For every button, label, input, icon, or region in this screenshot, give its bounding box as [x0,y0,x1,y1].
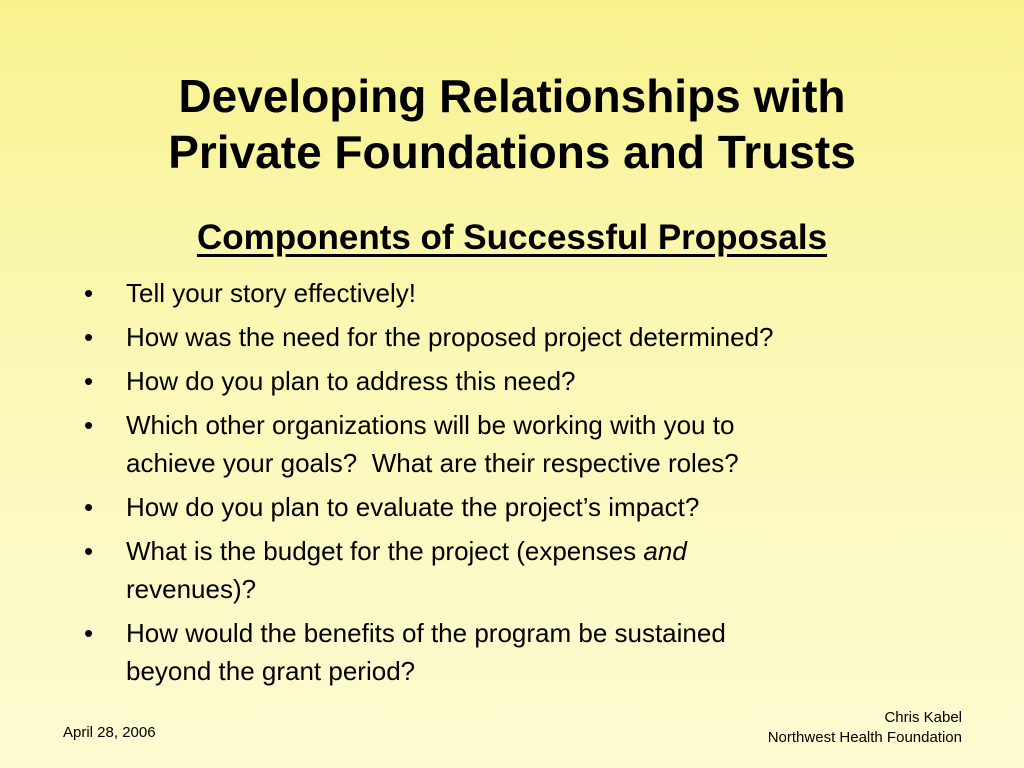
bullet-dot: • [84,322,94,352]
bullet-text: How do you plan to address this need? [126,366,576,396]
bullet-item [84,406,964,482]
bullet-text-line-1 [126,532,964,570]
title-line-1: Developing Relationships with [178,70,846,122]
bullet-text: Tell your story effectively! [126,278,416,308]
bullet-item [84,532,964,608]
bullet-dot: • [84,492,94,522]
bullet-text-line-1: How would the benefits of the program be sustained [126,618,726,648]
bullet-dot: • [84,536,94,566]
bullet-text-line-2: revenues)? [126,574,257,604]
bullet-text-line-2: achieve your goals? What are their respective roles? [126,448,739,478]
slide-subtitle: Components of Successful Proposals [196,218,828,257]
footer-author-block [768,708,962,748]
bullet-item [84,318,964,356]
bullet-item [84,274,964,312]
bullet-text: How was the need for the proposed project determined? [126,322,774,352]
footer-organization: Northwest Health Foundation [767,729,962,746]
bullet-dot: • [84,618,94,648]
bullet-item [84,614,964,690]
slide-title [0,68,1024,180]
bullet-text-line-1: Which other organizations will be working with you to [126,410,735,440]
bullet-item [84,488,964,526]
footer-author-name: Chris Kabel [884,709,962,726]
bullet-item [84,362,964,400]
title-line-2: Private Foundations and Trusts [168,126,856,178]
bullet-list [84,274,964,696]
bullet-text: How do you plan to evaluate the project’s impact? [126,492,700,522]
bullet-text-line-2: beyond the grant period? [126,656,416,686]
bullet-dot: • [84,278,94,308]
bullet-text-emphasis: and [643,536,687,566]
bullet-dot: • [84,410,94,440]
bullet-dot: • [84,366,94,396]
footer-date: April 28, 2006 [63,724,156,741]
bullet-text-plain: What is the budget for the project (expenses [126,536,644,566]
